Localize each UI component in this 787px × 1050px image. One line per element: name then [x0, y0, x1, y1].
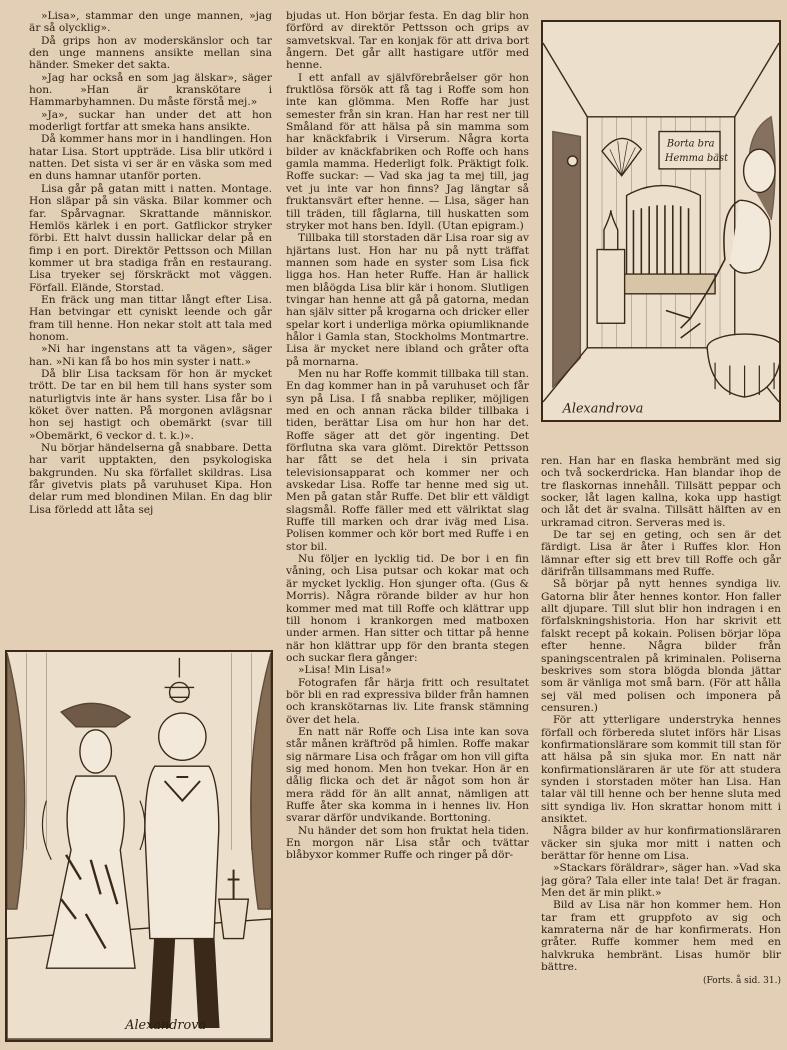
artist-signature: Alexandrova	[125, 1018, 207, 1034]
paragraph: I ett anfall av självförebråelser gör hon fruktlösa försök att få tag i Roffe som hon inte kan glömma. Men Roffe har just semester från sin kran. Han har rest ner till Småland för att hälsa på sin mamma som har knäckfabrik i Virserum. Några korta bilder av knäckfabriken och Roffe och hans gamla mamma. Hederligt folk. Präktigt folk. Roffe suckar: — Vad ska jag ta mej till, jag vet ju inte var hon finns? Jag längtar så fruktansvärt efter henne. — Lisa, säger han till träden, till fåglarna, till huskatten som stryker mot hans ben. Idyll. (Utan epigram.)	[286, 71, 529, 232]
paragraph: För att ytterligare understryka hennes förfall och förbereda slutet införs här Lisas konfirmationslärare som kommit till stan för att hälsa på sin sjuka mor. En natt när konfirmationsläraren är ute för att studera synden i storstaden möter han Lisa. Han talar väl till henne och ber henne sluta med sitt syndiga liv. Hon skrattar honom mitt i ansiktet.	[541, 714, 781, 825]
paragraph: Fotografen får härja fritt och resultatet bör bli en rad expressiva bilder från hamnen och kranskötarnas liv. Lite fransk stämning över det hela.	[286, 676, 529, 726]
paragraph: ren. Han har en flaska hembränt med sig och två sockerdricka. Han blandar ihop de tre flaskornas innehåll. Tillsätt peppar och socker, låt lagen kallna, koka upp hastigt och låt det är svalna. Tillsätt hälften av en urkramad citron. Serveras med is.	[541, 455, 781, 529]
paragraph: Bild av Lisa när hon kommer hem. Hon tar fram ett gruppfoto av sig och kamraterna när de har konfirmerats. Hon gråter. Ruffe kommer hem med en halvkruka hembränt. Lisas humör blir bättre.	[541, 899, 781, 974]
paragraph: bjudas ut. Hon börjar festa. En dag blir hon förförd av direktör Pettsson och grips av samvetskval. Tar en konjak för att driva bort ångern. Det går allt hastigare utför med henne.	[286, 10, 529, 72]
paragraph: »Ni har ingenstans att ta vägen», säger han. »Ni kan få bo hos min syster i natt.»	[29, 343, 272, 368]
paragraph: »Lisa! Min Lisa!»	[298, 664, 392, 677]
paragraph: Lisa går på gatan mitt i natten. Montage. Hon släpar på sin väska. Bilar kommer och far. Spårvagnar. Skrattande människor. Hemlös kärlek i en port. Gatflickor stryker förbi. Ett halvt dussin hallickar delar på en fimp i en port. Direktör Pettsson och Millan kommer ut bra stadiga från en restaurang. Lisa tryeker sej förskräckt mot väggen. Förfall. Elände, Storstad.	[29, 182, 272, 294]
paragraph: Då grips hon av moderskänslor och tar den unge mannens ansikte mellan sina händer. Smeker det sakta.	[29, 34, 272, 72]
paragraph: »Stackars föräldrar», säger han. »Vad ska jag göra? Tala eller inte tala! Det är fragan. Men det är min plikt.»	[541, 862, 781, 900]
paragraph: En fräck ung man tittar långt efter Lisa. Han betvingar ett cyniskt leende och går fram till henne. Hon nekar stolt att tala med honom.	[29, 293, 272, 343]
paragraph: »Jag har också en som jag älskar», säger hon. »Han är kranskötare i Hammarbyhamnen. Du måste förstå mej.»	[29, 71, 272, 109]
paragraph: Nu följer en lycklig tid. De bor i en fin våning, och Lisa putsar och kokar mat och är mycket lycklig. Hon sjunger ofta. (Gus & Morris). Några rörande bilder av hur hon kommer med mat till Roffe och klättrar upp till honom i krankorgen med matboxen under armen. Han sitter och tittar på henne när hon klättrar upp för den branta stegen och suckar flera gånger:	[286, 553, 529, 664]
article-column-2	[286, 10, 529, 1045]
paragraph: Så börjar på nytt hennes syndiga liv. Gatorna blir åter hennes kontor. Hon faller allt djupare. Till slut blir hon indragen i en förfalskningshistoria. Hon har skrivit ett falskt recept på kokain. Polisen börjar löpa efter henne. Några bilder från spaningscentralen på kriminalen. Poliserna beskrives som stora blögda blonda jättar som är vänliga mot små barn. (För att hålla sej väl med polisen och imponera på censuren.)	[541, 578, 781, 714]
article-column-1	[29, 10, 272, 642]
paragraph: Men nu har Roffe kommit tillbaka till stan. En dag kommer han in på varuhuset och får syn på Lisa. I få snabba repliker, möjligen med en och annan räcka bilder tillbaka i tiden, berättar Lisa om hur hon har det. Roffe säger att det gör ingenting. Det förflutna ska vara glömt. Direktör Pettsson har fått se det hela i sin privata televisionsapparat och kommer ner och avskedar Lisa. Roffe tar henne med sig ut. Men på gatan står Ruffe. Det blir ett väldigt slagsmål. Roffe fäller med ett välriktat slag Ruffe till marken och drar iväg med Lisa. Polisen kommer och kör bort med Ruffe i en stor bil.	[286, 367, 529, 553]
paragraph: Då kommer hans mor in i handlingen. Hon hatar Lisa. Stort uppträde. Lisa blir utkörd i natten. Det sista vi ser är en väska som med en duns hamnar utanför porten.	[29, 133, 272, 183]
paragraph: Nu händer det som hon fruktat hela tiden. En morgon när Lisa står och tvättar blåbyxor kommer Ruffe och ringer på dör-	[286, 824, 529, 862]
paragraph: Nu börjar händelserna gå snabbare. Detta har varit upptakten, den psykologiska bakgrunden. Nu ska förfallet skildras. Lisa får givetvis plats på varuhuset Kipa. Hon delar rum med blondinen Milan. En dag blir Lisa förledd att låta sej	[29, 442, 272, 516]
continued-note: (Forts. å sid. 31.)	[703, 976, 781, 987]
restaurant-drawing	[7, 652, 271, 1040]
illustration-restaurant	[5, 650, 273, 1042]
paragraph: Då blir Lisa tacksam för hon är mycket trött. De tar en bil hem till hans syster som naturligtvis inte är hans syster. Lisa får bo i köket över natten. På morgonen avlägsnar hon sej hastigt och obemärkt (svar till »Obemärkt, 6 veckor d. t. k.)».	[29, 367, 272, 442]
paragraph: Tillbaka till storstaden där Lisa roar sig av hjärtans lust. Hon har nu på nytt träffat mannen som hade en syster som Lisa fick ligga hos. Han heter Ruffe. Han är hallick men blåögda Lisa blir kär i honom. Slutligen tvingar han henne att gå på gatorna, medan han själv sitter på krogarna och dricker eller spelar kort i underliga mörka opiumliknande hålor i Gamla stan, Stockholms Montmartre. Lisa är mycket nere ibland och gråter ofta på mornarna.	[286, 232, 529, 368]
paragraph: »Lisa», stammar den unge mannen, »jag är så olycklig».	[29, 10, 272, 35]
illustration-bedroom	[541, 20, 781, 422]
artist-signature: Alexandrova	[562, 401, 644, 417]
article-column-3	[541, 455, 781, 1045]
sign-line-2: Hemma bäst	[664, 153, 729, 165]
paragraph: De tar sej en geting, och sen är det färdigt. Lisa är åter i Ruffes klor. Hon lämnar efter sig ett brev till Roffe och går därifrån tillsammans med Ruffe.	[541, 529, 781, 579]
paragraph: Några bilder av hur konfirmationsläraren väcker sin sjuka mor mitt i natten och berättar för henne om Lisa.	[541, 825, 781, 862]
paragraph: En natt när Roffe och Lisa inte kan sova står månen kräftröd på himlen. Roffe makar sig närmare Lisa och frågar om hon vill gifta sig med honom. Men hon tvekar. Hon är en dålig flicka och det är något som hon är mera rädd för än allt annat, nämligen att Ruffe åter ska komma in i hennes liv. Hon svarar därför undvikande. Borttoning.	[286, 725, 529, 825]
bedroom-drawing	[543, 22, 779, 420]
sign-line-1: Borta bra	[666, 138, 715, 150]
paragraph: »Ja», suckar han under det att hon moderligt fortfar att smeka hans ansikte.	[29, 108, 272, 134]
